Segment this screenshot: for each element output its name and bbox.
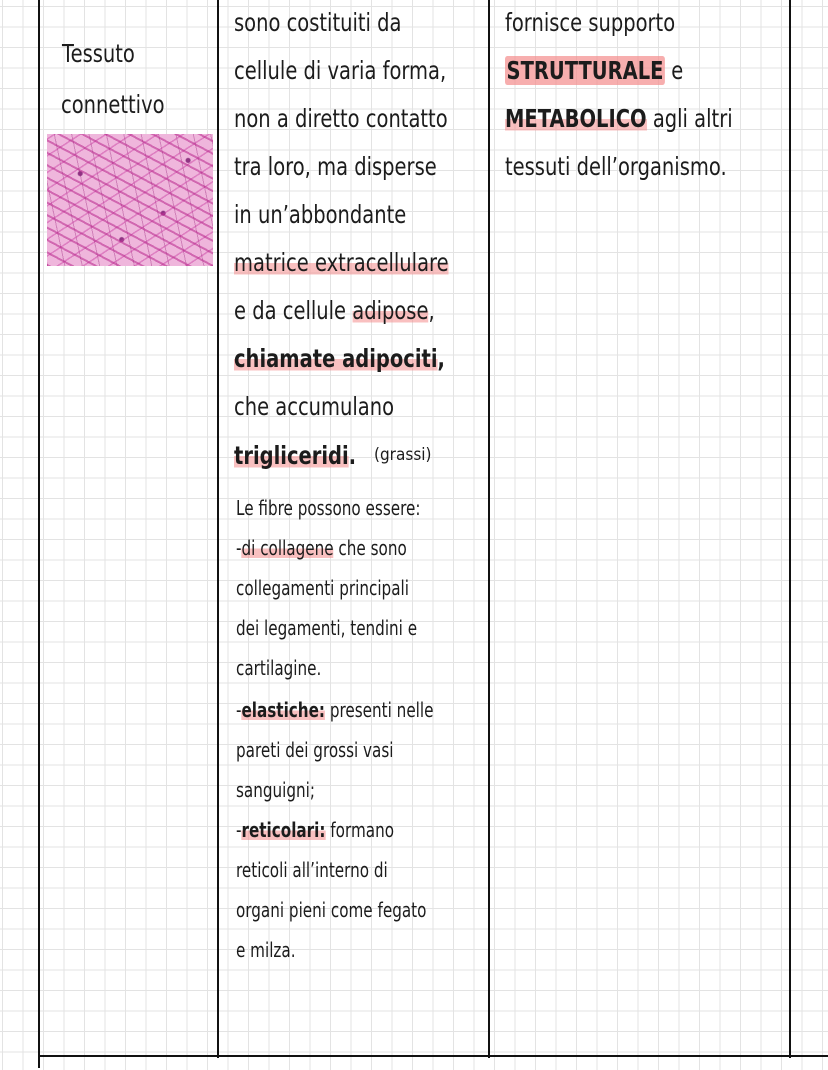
fibres-intro: Le fibre possono essere: xyxy=(236,496,421,520)
highlight-adipose: adipose xyxy=(352,296,429,325)
tissue-name-line2: connettivo xyxy=(61,90,165,119)
note-grassi: (grassi) xyxy=(374,445,432,465)
table-border-left xyxy=(38,0,40,612)
description-line-9: che accumulano xyxy=(234,392,395,421)
highlight-trigliceridi: trigliceridi xyxy=(234,441,349,470)
description-line-2: cellule di varia forma, xyxy=(234,56,447,85)
highlight-adipociti: chiamate adipociti xyxy=(234,344,438,373)
text-span: - xyxy=(236,536,242,560)
description-line-6 xyxy=(234,250,449,275)
highlight-collagene: di collagene xyxy=(241,536,334,560)
fibres-collagene-line-2: collegamenti principali xyxy=(236,576,409,600)
highlight-matrice: matrice extracellulare xyxy=(234,248,449,277)
fibres-collagene-line-4: cartilagine. xyxy=(236,656,322,680)
fibres-collagene-line-3: dei legamenti, tendini e xyxy=(236,616,418,640)
fibres-elastiche-line-3: sanguigni; xyxy=(236,778,316,802)
text-span: . xyxy=(348,441,357,470)
description-line-5: in un’abbondante xyxy=(234,200,407,229)
description-line-3: non a diretto contatto xyxy=(234,104,448,133)
fibres-elastiche-line-2: pareti dei grossi vasi xyxy=(236,738,394,762)
fibres-reticolari-line-4: e milza. xyxy=(236,938,296,962)
tissue-name-line1: Tessuto xyxy=(62,39,135,68)
column-divider-2 xyxy=(488,0,490,1058)
text-span: - xyxy=(236,818,242,842)
description-line-1: sono costituiti da xyxy=(234,8,402,37)
text-span: - xyxy=(236,698,242,722)
fibres-reticolari-line-1 xyxy=(236,820,394,840)
highlight-strutturale: STRUTTURALE xyxy=(506,56,664,85)
function-line-1: fornisce supporto xyxy=(505,8,676,37)
description-line-10 xyxy=(234,443,356,468)
text-span: agli altri xyxy=(646,104,733,133)
function-line-4: tessuti dell’organismo. xyxy=(505,152,727,181)
text-span: , xyxy=(428,296,435,325)
fibres-reticolari-line-3: organi pieni come fegato xyxy=(236,898,427,922)
highlight-metabolico: METABOLICO xyxy=(505,104,647,133)
text-span: e xyxy=(665,56,684,85)
fibres-reticolari-line-2: reticoli all’interno di xyxy=(236,858,388,882)
function-line-3 xyxy=(505,106,733,131)
description-line-8 xyxy=(234,346,445,371)
table-bottom-border xyxy=(38,1055,828,1057)
text-span: presenti nelle xyxy=(325,698,434,722)
text-span: formano xyxy=(325,818,394,842)
description-line-7 xyxy=(234,298,435,323)
fibres-collagene-line-1 xyxy=(236,538,407,558)
highlight-elastiche: elastiche: xyxy=(241,698,326,722)
description-line-4: tra loro, ma disperse xyxy=(234,152,437,181)
text-span: e da cellule xyxy=(234,296,353,325)
table-border-left-lower xyxy=(38,612,40,1068)
highlight-reticolari: reticolari: xyxy=(241,818,326,842)
function-line-2 xyxy=(505,58,683,83)
fibres-elastiche-line-1 xyxy=(236,700,433,720)
text-span: che sono xyxy=(333,536,407,560)
connective-tissue-micrograph xyxy=(47,134,213,266)
text-span: , xyxy=(437,344,445,373)
column-divider-1 xyxy=(217,0,219,1058)
table-border-right xyxy=(789,0,791,1058)
